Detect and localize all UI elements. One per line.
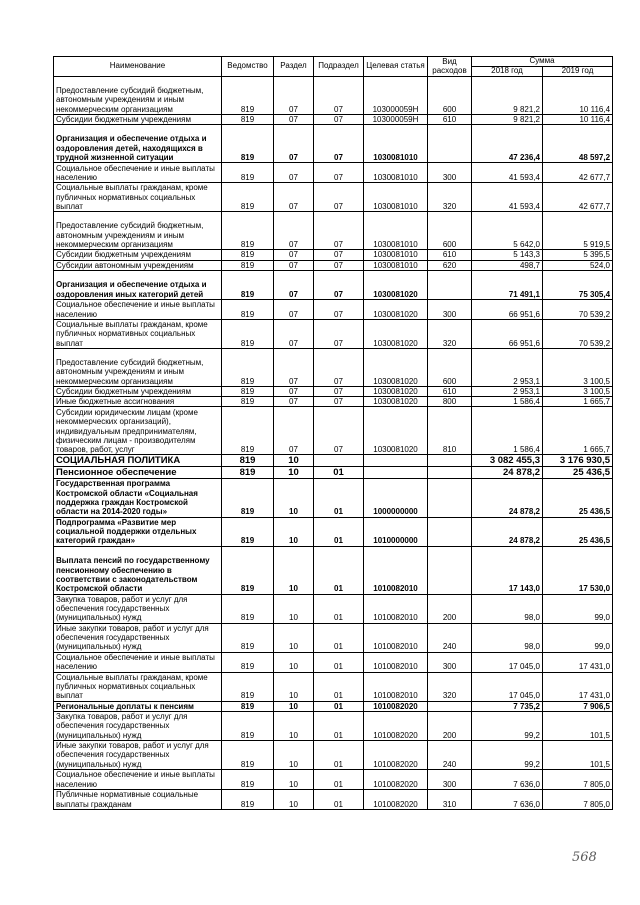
table-row: [54, 740, 613, 769]
row-target-cell: 1030081010: [364, 212, 428, 250]
row-section-cell: 10: [274, 479, 314, 517]
row-2019-cell: 10 116,4: [543, 115, 613, 125]
row-subsection-cell: 07: [314, 348, 364, 386]
row-dept-cell: 819: [222, 769, 274, 789]
row-2018-cell: 498,7: [472, 260, 543, 270]
row-section-cell: 10: [274, 623, 314, 652]
row-subsection-cell: 01: [314, 769, 364, 789]
row-dept-cell: 819: [222, 467, 274, 479]
row-2018-cell: 7 636,0: [472, 789, 543, 809]
row-subsection-cell: 01: [314, 789, 364, 809]
row-subsection-cell: 01: [314, 711, 364, 740]
row-section-cell: 07: [274, 125, 314, 163]
row-2019-cell: 7 805,0: [543, 769, 613, 789]
row-2018-cell: 41 593,4: [472, 163, 543, 183]
row-section-cell: 07: [274, 270, 314, 299]
row-name-cell: Подпрограмма «Развитие мер социальной поддержки отдельных категорий граждан»: [54, 517, 222, 546]
row-subsection-cell: 01: [314, 546, 364, 594]
row-2019-cell: 17 431,0: [543, 652, 613, 672]
header-year-2018: 2018 год: [472, 67, 543, 77]
row-dept-cell: 819: [222, 479, 274, 517]
row-target-cell: 1010082020: [364, 740, 428, 769]
row-kind-cell: 610: [428, 386, 472, 396]
row-dept-cell: 819: [222, 711, 274, 740]
row-subsection-cell: 01: [314, 623, 364, 652]
row-kind-cell: [428, 455, 472, 467]
header-dept: Ведомство: [222, 57, 274, 77]
row-target-cell: 1010082010: [364, 623, 428, 652]
row-target-cell: 1030081020: [364, 270, 428, 299]
row-name-cell: Субсидии юридическим лицам (кроме некоммерческих организаций), индивидуальным предпринимателям, физическим лицам - производителям товаров, работ, услуг: [54, 407, 222, 455]
row-dept-cell: 819: [222, 701, 274, 711]
row-kind-cell: 200: [428, 594, 472, 623]
row-name-cell: Выплата пенсий по государственному пенсионному обеспечению в соответствии с законодательством Костромской области: [54, 546, 222, 594]
row-2019-cell: 1 665,7: [543, 397, 613, 407]
row-dept-cell: 819: [222, 319, 274, 348]
row-2019-cell: 75 305,4: [543, 270, 613, 299]
row-2018-cell: 17 045,0: [472, 652, 543, 672]
row-2019-cell: 99,0: [543, 623, 613, 652]
row-2019-cell: 101,5: [543, 740, 613, 769]
row-target-cell: 1030081020: [364, 397, 428, 407]
row-dept-cell: 819: [222, 517, 274, 546]
row-dept-cell: 819: [222, 77, 274, 115]
row-target-cell: 1010082010: [364, 652, 428, 672]
row-kind-cell: 300: [428, 163, 472, 183]
row-kind-cell: [428, 125, 472, 163]
row-2018-cell: 7 636,0: [472, 769, 543, 789]
header-section: Раздел: [274, 57, 314, 77]
row-target-cell: 103000059Н: [364, 77, 428, 115]
row-target-cell: 1010082020: [364, 769, 428, 789]
table-row: [54, 769, 613, 789]
row-section-cell: 10: [274, 546, 314, 594]
row-dept-cell: 819: [222, 623, 274, 652]
row-2019-cell: 524,0: [543, 260, 613, 270]
row-2019-cell: 70 539,2: [543, 299, 613, 319]
row-kind-cell: 320: [428, 183, 472, 212]
row-subsection-cell: 01: [314, 701, 364, 711]
row-2019-cell: 42 677,7: [543, 183, 613, 212]
row-2018-cell: 9 821,2: [472, 77, 543, 115]
row-subsection-cell: 07: [314, 299, 364, 319]
header-subsection: Подраздел: [314, 57, 364, 77]
row-2018-cell: 98,0: [472, 623, 543, 652]
row-target-cell: 1010082020: [364, 711, 428, 740]
table-header: [54, 57, 613, 77]
row-target-cell: 1030081020: [364, 299, 428, 319]
row-target-cell: 1030081010: [364, 163, 428, 183]
row-target-cell: 1030081010: [364, 183, 428, 212]
row-2018-cell: 7 735,2: [472, 701, 543, 711]
row-2019-cell: 25 436,5: [543, 467, 613, 479]
row-2019-cell: 48 597,2: [543, 125, 613, 163]
row-dept-cell: 819: [222, 212, 274, 250]
row-2018-cell: 5 143,3: [472, 250, 543, 260]
header-target: Целевая статья: [364, 57, 428, 77]
row-target-cell: 1010082010: [364, 672, 428, 701]
row-name-cell: Субсидии бюджетным учреждениям: [54, 386, 222, 396]
row-subsection-cell: 07: [314, 386, 364, 396]
row-section-cell: 07: [274, 250, 314, 260]
row-name-cell: Государственная программа Костромской области «Социальная поддержка граждан Костромской области на 2014-2020 годы»: [54, 479, 222, 517]
row-subsection-cell: 01: [314, 652, 364, 672]
row-dept-cell: 819: [222, 348, 274, 386]
row-2019-cell: 5 395,5: [543, 250, 613, 260]
row-2019-cell: 3 176 930,5: [543, 455, 613, 467]
row-dept-cell: 819: [222, 672, 274, 701]
row-name-cell: Предоставление субсидий бюджетным, автономным учреждениям и иным некоммерческим организациям: [54, 348, 222, 386]
row-2019-cell: 101,5: [543, 711, 613, 740]
row-kind-cell: 240: [428, 740, 472, 769]
row-section-cell: 07: [274, 183, 314, 212]
table-row: [54, 701, 613, 711]
row-subsection-cell: 07: [314, 319, 364, 348]
row-dept-cell: 819: [222, 386, 274, 396]
table-row: [54, 672, 613, 701]
row-kind-cell: 810: [428, 407, 472, 455]
row-section-cell: 10: [274, 769, 314, 789]
row-target-cell: 1030081010: [364, 260, 428, 270]
row-name-cell: Социальное обеспечение и иные выплаты населению: [54, 652, 222, 672]
table-row: [54, 407, 613, 455]
row-kind-cell: 320: [428, 672, 472, 701]
row-section-cell: 07: [274, 348, 314, 386]
row-2018-cell: 99,2: [472, 711, 543, 740]
row-section-cell: 07: [274, 115, 314, 125]
row-name-cell: Социальные выплаты гражданам, кроме публичных нормативных социальных выплат: [54, 183, 222, 212]
table-row: [54, 517, 613, 546]
row-kind-cell: [428, 479, 472, 517]
row-name-cell: Иные закупки товаров, работ и услуг для обеспечения государственных (муниципальных) нужд: [54, 623, 222, 652]
row-name-cell: Организация и обеспечение отдыха и оздоровления детей, находящихся в трудной жизненной ситуации: [54, 125, 222, 163]
header-sum: Сумма: [472, 57, 613, 67]
row-subsection-cell: 07: [314, 250, 364, 260]
row-2018-cell: 66 951,6: [472, 299, 543, 319]
row-2019-cell: 25 436,5: [543, 517, 613, 546]
row-section-cell: 10: [274, 467, 314, 479]
row-kind-cell: 800: [428, 397, 472, 407]
row-subsection-cell: 07: [314, 260, 364, 270]
row-section-cell: 10: [274, 740, 314, 769]
row-dept-cell: 819: [222, 125, 274, 163]
row-target-cell: 1030081020: [364, 319, 428, 348]
row-target-cell: 1010082020: [364, 701, 428, 711]
row-name-cell: Социальное обеспечение и иные выплаты населению: [54, 769, 222, 789]
row-dept-cell: 819: [222, 652, 274, 672]
row-2018-cell: 24 878,2: [472, 479, 543, 517]
row-dept-cell: 819: [222, 299, 274, 319]
row-2019-cell: 3 100,5: [543, 348, 613, 386]
row-dept-cell: 819: [222, 163, 274, 183]
row-2018-cell: 66 951,6: [472, 319, 543, 348]
row-kind-cell: 200: [428, 711, 472, 740]
header-name: Наименование: [54, 57, 222, 77]
row-name-cell: Социальные выплаты гражданам, кроме публичных нормативных социальных выплат: [54, 672, 222, 701]
row-2019-cell: 10 116,4: [543, 77, 613, 115]
row-dept-cell: 819: [222, 546, 274, 594]
row-name-cell: Социальное обеспечение и иные выплаты населению: [54, 299, 222, 319]
table-row: [54, 594, 613, 623]
row-section-cell: 07: [274, 386, 314, 396]
row-name-cell: Публичные нормативные социальные выплаты гражданам: [54, 789, 222, 809]
row-target-cell: 1030081010: [364, 125, 428, 163]
row-kind-cell: 240: [428, 623, 472, 652]
table-row: [54, 212, 613, 250]
row-subsection-cell: 07: [314, 163, 364, 183]
table-row: [54, 455, 613, 467]
row-kind-cell: 600: [428, 77, 472, 115]
row-2018-cell: 17 143,0: [472, 546, 543, 594]
row-subsection-cell: 01: [314, 672, 364, 701]
row-kind-cell: [428, 517, 472, 546]
row-dept-cell: 819: [222, 250, 274, 260]
row-name-cell: Региональные доплаты к пенсиям: [54, 701, 222, 711]
row-section-cell: 07: [274, 163, 314, 183]
row-2018-cell: 2 953,1: [472, 386, 543, 396]
row-2018-cell: 99,2: [472, 740, 543, 769]
row-2019-cell: 99,0: [543, 594, 613, 623]
row-2019-cell: 7 805,0: [543, 789, 613, 809]
row-subsection-cell: 01: [314, 479, 364, 517]
row-dept-cell: 819: [222, 789, 274, 809]
row-dept-cell: 819: [222, 455, 274, 467]
row-target-cell: 1010082010: [364, 546, 428, 594]
row-2018-cell: 1 586,4: [472, 407, 543, 455]
table-row: [54, 250, 613, 260]
row-name-cell: Закупка товаров, работ и услуг для обеспечения государственных (муниципальных) нужд: [54, 711, 222, 740]
row-2018-cell: 98,0: [472, 594, 543, 623]
table-row: [54, 652, 613, 672]
row-section-cell: 10: [274, 711, 314, 740]
row-target-cell: 1010000000: [364, 517, 428, 546]
table-row: [54, 479, 613, 517]
row-2019-cell: 70 539,2: [543, 319, 613, 348]
table-row: [54, 270, 613, 299]
row-section-cell: 10: [274, 789, 314, 809]
table-row: [54, 319, 613, 348]
table-row: [54, 260, 613, 270]
row-2018-cell: 5 642,0: [472, 212, 543, 250]
row-target-cell: 1030081020: [364, 348, 428, 386]
row-2018-cell: 1 586,4: [472, 397, 543, 407]
row-section-cell: 10: [274, 517, 314, 546]
row-kind-cell: 600: [428, 348, 472, 386]
row-2018-cell: 47 236,4: [472, 125, 543, 163]
row-kind-cell: 610: [428, 115, 472, 125]
table-row: [54, 183, 613, 212]
row-target-cell: 1030081010: [364, 250, 428, 260]
table-row: [54, 711, 613, 740]
table-row: [54, 467, 613, 479]
row-kind-cell: [428, 270, 472, 299]
header-kind: Вид расходов: [428, 57, 472, 77]
table-row: [54, 386, 613, 396]
table-row: [54, 115, 613, 125]
row-name-cell: Закупка товаров, работ и услуг для обеспечения государственных (муниципальных) нужд: [54, 594, 222, 623]
row-name-cell: Иные бюджетные ассигнования: [54, 397, 222, 407]
table-row: [54, 348, 613, 386]
table-body: [54, 77, 613, 810]
row-dept-cell: 819: [222, 270, 274, 299]
row-section-cell: 07: [274, 319, 314, 348]
row-section-cell: 10: [274, 652, 314, 672]
row-section-cell: 07: [274, 299, 314, 319]
row-subsection-cell: 07: [314, 183, 364, 212]
row-section-cell: 07: [274, 77, 314, 115]
row-name-cell: СОЦИАЛЬНАЯ ПОЛИТИКА: [54, 455, 222, 467]
row-name-cell: Субсидии бюджетным учреждениям: [54, 115, 222, 125]
row-section-cell: 07: [274, 397, 314, 407]
row-2018-cell: 41 593,4: [472, 183, 543, 212]
row-dept-cell: 819: [222, 740, 274, 769]
row-subsection-cell: 01: [314, 517, 364, 546]
row-2018-cell: 9 821,2: [472, 115, 543, 125]
row-target-cell: [364, 455, 428, 467]
row-2019-cell: 17 431,0: [543, 672, 613, 701]
row-dept-cell: 819: [222, 397, 274, 407]
header-year-2019: 2019 год: [543, 67, 613, 77]
row-subsection-cell: 07: [314, 125, 364, 163]
row-dept-cell: 819: [222, 115, 274, 125]
row-subsection-cell: 01: [314, 467, 364, 479]
row-2018-cell: 71 491,1: [472, 270, 543, 299]
row-2019-cell: 25 436,5: [543, 479, 613, 517]
row-target-cell: 1030081020: [364, 407, 428, 455]
table-row: [54, 299, 613, 319]
row-dept-cell: 819: [222, 260, 274, 270]
row-2019-cell: 3 100,5: [543, 386, 613, 396]
row-2018-cell: 17 045,0: [472, 672, 543, 701]
row-target-cell: 1000000000: [364, 479, 428, 517]
table-row: [54, 546, 613, 594]
row-2019-cell: 17 530,0: [543, 546, 613, 594]
row-section-cell: 10: [274, 455, 314, 467]
row-name-cell: Организация и обеспечение отдыха и оздоровления иных категорий детей: [54, 270, 222, 299]
row-section-cell: 10: [274, 701, 314, 711]
row-subsection-cell: 07: [314, 212, 364, 250]
table-row: [54, 125, 613, 163]
table-row: [54, 623, 613, 652]
row-kind-cell: 300: [428, 299, 472, 319]
row-kind-cell: 300: [428, 652, 472, 672]
row-subsection-cell: 07: [314, 77, 364, 115]
row-target-cell: 1030081020: [364, 386, 428, 396]
row-2018-cell: 3 082 455,3: [472, 455, 543, 467]
row-target-cell: 1010082010: [364, 594, 428, 623]
row-kind-cell: [428, 701, 472, 711]
row-2019-cell: 5 919,5: [543, 212, 613, 250]
row-target-cell: [364, 467, 428, 479]
row-dept-cell: 819: [222, 183, 274, 212]
row-2019-cell: 1 665,7: [543, 407, 613, 455]
row-name-cell: Субсидии бюджетным учреждениям: [54, 250, 222, 260]
row-kind-cell: 300: [428, 769, 472, 789]
row-name-cell: Предоставление субсидий бюджетным, автономным учреждениям и иным некоммерческим организациям: [54, 77, 222, 115]
row-name-cell: Предоставление субсидий бюджетным, автономным учреждениям и иным некоммерческим организациям: [54, 212, 222, 250]
row-subsection-cell: 07: [314, 407, 364, 455]
row-kind-cell: 600: [428, 212, 472, 250]
row-subsection-cell: 01: [314, 594, 364, 623]
table-row: [54, 77, 613, 115]
budget-table: [53, 56, 613, 810]
row-section-cell: 10: [274, 594, 314, 623]
row-subsection-cell: 07: [314, 270, 364, 299]
row-subsection-cell: [314, 455, 364, 467]
row-subsection-cell: 07: [314, 115, 364, 125]
row-section-cell: 10: [274, 672, 314, 701]
table-row: [54, 789, 613, 809]
row-2018-cell: 2 953,1: [472, 348, 543, 386]
row-kind-cell: 320: [428, 319, 472, 348]
row-kind-cell: 610: [428, 250, 472, 260]
row-subsection-cell: 01: [314, 740, 364, 769]
row-section-cell: 07: [274, 407, 314, 455]
table-row: [54, 397, 613, 407]
row-2018-cell: 24 878,2: [472, 467, 543, 479]
row-2018-cell: 24 878,2: [472, 517, 543, 546]
row-2019-cell: 7 906,5: [543, 701, 613, 711]
row-name-cell: Пенсионное обеспечение: [54, 467, 222, 479]
table-row: [54, 163, 613, 183]
row-2019-cell: 42 677,7: [543, 163, 613, 183]
row-target-cell: 103000059Н: [364, 115, 428, 125]
row-dept-cell: 819: [222, 594, 274, 623]
row-name-cell: Субсидии автономным учреждениям: [54, 260, 222, 270]
row-subsection-cell: 07: [314, 397, 364, 407]
row-kind-cell: 620: [428, 260, 472, 270]
row-dept-cell: 819: [222, 407, 274, 455]
row-target-cell: 1010082020: [364, 789, 428, 809]
row-kind-cell: [428, 546, 472, 594]
row-section-cell: 07: [274, 212, 314, 250]
row-kind-cell: [428, 467, 472, 479]
row-section-cell: 07: [274, 260, 314, 270]
row-name-cell: Социальное обеспечение и иные выплаты населению: [54, 163, 222, 183]
page-number-mark: 568: [572, 850, 597, 865]
row-name-cell: Иные закупки товаров, работ и услуг для обеспечения государственных (муниципальных) нужд: [54, 740, 222, 769]
row-name-cell: Социальные выплаты гражданам, кроме публичных нормативных социальных выплат: [54, 319, 222, 348]
row-kind-cell: 310: [428, 789, 472, 809]
